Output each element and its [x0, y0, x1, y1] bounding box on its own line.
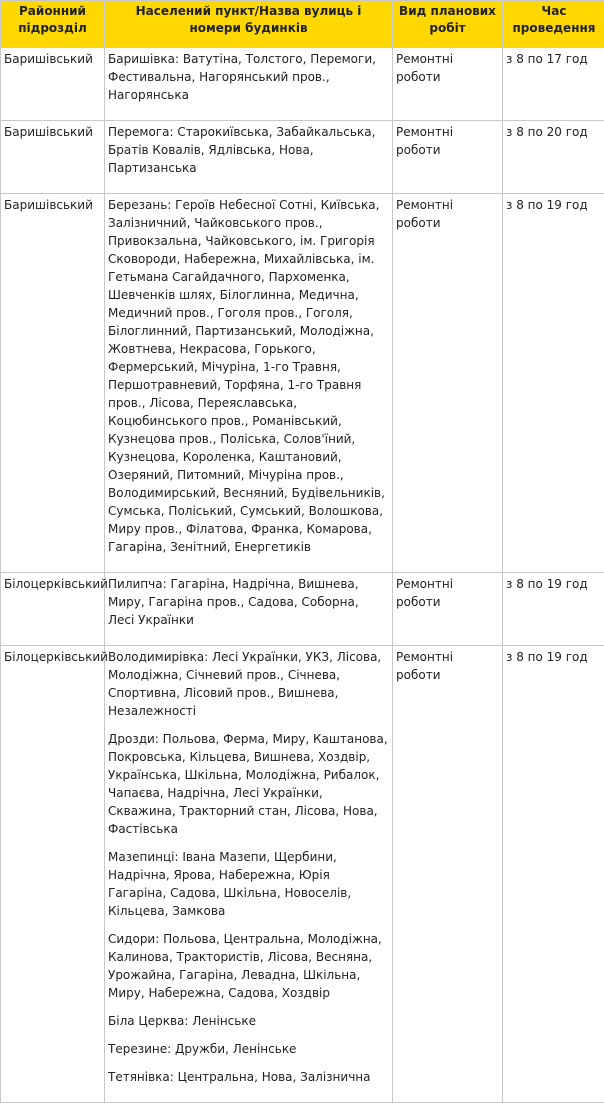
cell-work-type: Ремонтні роботи: [393, 573, 503, 646]
cell-work-type: Ремонтні роботи: [393, 646, 503, 1103]
cell-work-type: Ремонтні роботи: [393, 48, 503, 121]
table-header-row: [1, 1, 604, 48]
location-entry: Баришівка: Ватутіна, Толстого, Перемоги, Фестивальна, Нагорянський пров., Нагорянська: [108, 50, 388, 104]
cell-work-type: Ремонтні роботи: [393, 194, 503, 573]
cell-locations: [105, 121, 393, 194]
location-entry: Тетянівка: Центральна, Нова, Залізнична: [108, 1068, 388, 1086]
table-row: [1, 121, 604, 194]
location-entry: Мазепинці: Івана Мазепи, Щербини, Надрічна, Ярова, Набережна, Юрія Гагаріна, Садова, Шкільна, Новоселів, Кільцева, Замкова: [108, 848, 388, 920]
location-entry: Перемога: Старокиївська, Забайкальська, Братів Ковалів, Ядлівська, Нова, Партизанська: [108, 123, 388, 177]
cell-time: з 8 по 19 год: [503, 194, 604, 573]
cell-work-type: Ремонтні роботи: [393, 121, 503, 194]
cell-time: з 8 по 17 год: [503, 48, 604, 121]
cell-time: з 8 по 20 год: [503, 121, 604, 194]
header-district: Районний підрозділ: [1, 1, 105, 48]
location-entry: Терезине: Дружби, Ленінське: [108, 1040, 388, 1058]
header-locations: Населений пункт/Назва вулиць і номери будинків: [105, 1, 393, 48]
cell-district: Баришівський: [1, 48, 105, 121]
table-row: [1, 646, 604, 1103]
cell-time: з 8 по 19 год: [503, 646, 604, 1103]
cell-district: Баришівський: [1, 194, 105, 573]
location-entry: Сидори: Польова, Центральна, Молодіжна, Калинова, Трактористів, Лісова, Весняна, Урожайна, Гагаріна, Левадна, Шкільна, Миру, Набережна, Садова, Хоздвір: [108, 930, 388, 1002]
cell-district: Білоцерківський: [1, 646, 105, 1103]
location-entry: Березань: Героїв Небесної Сотні, Київська, Залізничний, Чайковського пров., Привокзальна, Чайковського, ім. Григорія Сковороди, Набережна, Михайлівська, ім. Гетьмана Сагайдачного, Пархоменка, Шевченків шлях, Білоглинна, Медична, Медичний пров., Гоголя пров., Гоголя, Білоглинний, Партизанський, Молодіжна, Жовтнева, Некрасова, Горького, Фермерський, Мічуріна, 1-го Травня, Першотравневий, Торфяна, 1-го Травня пров., Лісова, Переяславська, Коцюбинського пров., Романівський, Кузнецова пров., Поліська, Солов'їний, Кузнецова, Короленка, Каштановий, Озеряний, Питомний, Мічуріна пров., Володимирський, Весняний, Будівельників, Сумська, Поліський, Сумський, Волошкова, Миру пров., Філатова, Франка, Комарова, Гагаріна, Зенітний, Енергетиків: [108, 196, 388, 556]
cell-locations: [105, 48, 393, 121]
location-entry: Володимирівка: Лесі Українки, УКЗ, Лісова, Молодіжна, Січневий пров., Січнева, Спортивна, Лісовий пров., Вишнева, Незалежності: [108, 648, 388, 720]
table-row: [1, 48, 604, 121]
header-work-type: Вид планових робіт: [393, 1, 503, 48]
cell-time: з 8 по 19 год: [503, 573, 604, 646]
cell-district: Баришівський: [1, 121, 105, 194]
cell-locations: [105, 646, 393, 1103]
cell-district: Білоцерківський: [1, 573, 105, 646]
cell-locations: [105, 194, 393, 573]
header-time: Час проведення: [503, 1, 604, 48]
cell-locations: [105, 573, 393, 646]
location-entry: Біла Церква: Ленінське: [108, 1012, 388, 1030]
location-entry: Дрозди: Польова, Ферма, Миру, Каштанова, Покровська, Кільцева, Вишнева, Хоздвір, Українська, Шкільна, Молодіжна, Рибалок, Чапаєва, Надрічна, Лесі Українки, Скважина, Тракторний стан, Лісова, Нова, Фастівська: [108, 730, 388, 838]
table-row: [1, 573, 604, 646]
location-entry: Пилипча: Гагаріна, Надрічна, Вишнева, Миру, Гагаріна пров., Садова, Соборна, Лесі Українки: [108, 575, 388, 629]
table-row: [1, 194, 604, 573]
